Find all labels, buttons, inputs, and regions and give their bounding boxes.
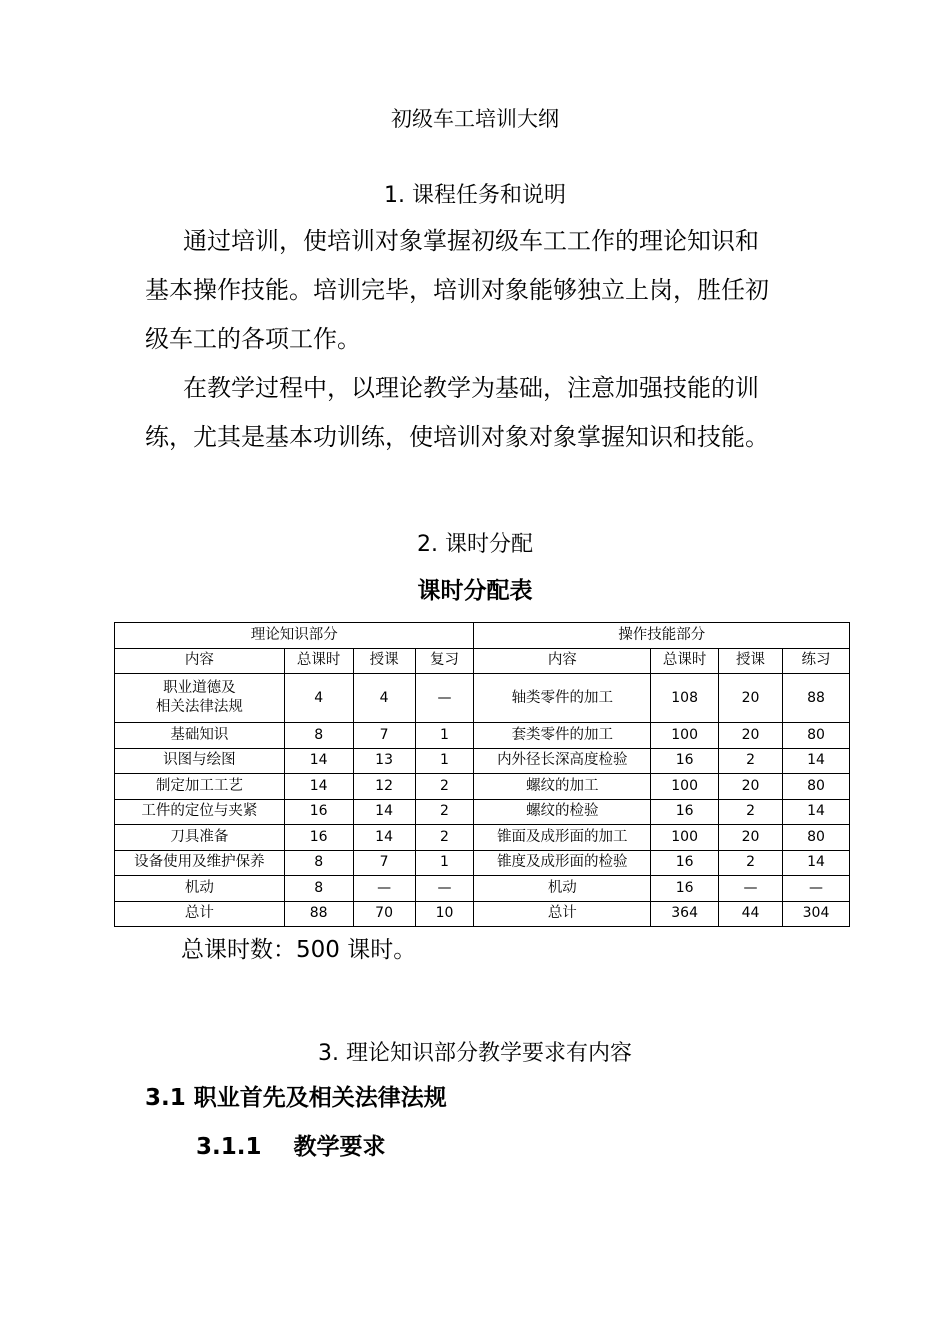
table-cell-p-total: 16 xyxy=(651,799,719,825)
class-hours-table xyxy=(114,622,850,927)
subsection-3-1-heading: 3.1 职业首先及相关法律法规 xyxy=(145,1085,447,1111)
table-row xyxy=(115,901,850,927)
table-cell-t-total: 14 xyxy=(284,774,353,800)
table-cell-p-content: 套类零件的加工 xyxy=(474,723,651,749)
group-practice-header: 操作技能部分 xyxy=(474,623,850,649)
group-theory-header: 理论知识部分 xyxy=(115,623,474,649)
section1-heading: 1. 课程任务和说明 xyxy=(384,183,566,208)
table-cell-p-lecture: 2 xyxy=(719,799,783,825)
table-cell-p-content: 锥面及成形面的加工 xyxy=(474,825,651,851)
table-cell-p-content: 内外径长深高度检验 xyxy=(474,748,651,774)
col-header-practice-practice: 练习 xyxy=(783,648,850,674)
table-cell-p-practice: 88 xyxy=(783,674,850,723)
table-cell-t-total: 8 xyxy=(284,876,353,902)
para2-line2: 练，尤其是基本功训练，使培训对象对象掌握知识和技能。 xyxy=(145,423,769,451)
table-cell-p-total: 100 xyxy=(651,723,719,749)
table-cell-p-lecture: 2 xyxy=(719,748,783,774)
table-cell-t-lecture: — xyxy=(353,876,415,902)
table-cell-t-review: — xyxy=(415,674,474,723)
table-cell-p-practice: 14 xyxy=(783,799,850,825)
table-column-header-row xyxy=(115,648,850,674)
table-cell-p-content: 锥度及成形面的检验 xyxy=(474,850,651,876)
table-cell-p-practice: — xyxy=(783,876,850,902)
table-cell-t-total: 16 xyxy=(284,799,353,825)
table-cell-p-lecture: 20 xyxy=(719,723,783,749)
table-row xyxy=(115,748,850,774)
table-cell-t-content: 职业道德及 相关法律法规 xyxy=(115,674,285,723)
table-cell-t-total: 8 xyxy=(284,850,353,876)
table-cell-t-total: 16 xyxy=(284,825,353,851)
col-header-theory-total: 总课时 xyxy=(284,648,353,674)
table-cell-t-lecture: 7 xyxy=(353,850,415,876)
col-header-theory-review: 复习 xyxy=(415,648,474,674)
table-cell-t-lecture: 70 xyxy=(353,901,415,927)
table-cell-t-lecture: 14 xyxy=(353,825,415,851)
table-cell-p-content: 总计 xyxy=(474,901,651,927)
col-header-theory-content: 内容 xyxy=(115,648,285,674)
table-cell-p-lecture: 20 xyxy=(719,674,783,723)
table-row xyxy=(115,774,850,800)
table-cell-t-content: 工件的定位与夹紧 xyxy=(115,799,285,825)
para1-line3: 级车工的各项工作。 xyxy=(145,325,361,353)
table-cell-p-total: 16 xyxy=(651,876,719,902)
table-cell-p-total: 100 xyxy=(651,774,719,800)
subsection-title: 教学要求 xyxy=(293,1134,386,1160)
para1-line1: 通过培训，使培训对象掌握初级车工工作的理论知识和 xyxy=(183,227,759,255)
table-cell-t-review: 1 xyxy=(415,850,474,876)
section2-heading: 2. 课时分配 xyxy=(417,532,533,557)
table-cell-p-content: 螺纹的检验 xyxy=(474,799,651,825)
table-cell-t-content: 制定加工工艺 xyxy=(115,774,285,800)
table-cell-p-practice: 14 xyxy=(783,748,850,774)
table-cell-p-content: 机动 xyxy=(474,876,651,902)
section1-paragraph2 xyxy=(145,364,815,462)
table-cell-t-content: 机动 xyxy=(115,876,285,902)
table-cell-p-practice: 80 xyxy=(783,723,850,749)
table-cell-t-review: 2 xyxy=(415,799,474,825)
table-cell-p-total: 16 xyxy=(651,850,719,876)
table-cell-t-lecture: 12 xyxy=(353,774,415,800)
table-cell-p-lecture: 2 xyxy=(719,850,783,876)
table-cell-p-lecture: — xyxy=(719,876,783,902)
table-cell-t-content: 总计 xyxy=(115,901,285,927)
table-cell-p-content: 轴类零件的加工 xyxy=(474,674,651,723)
table-cell-t-content: 基础知识 xyxy=(115,723,285,749)
total-hours-line: 总课时数：500 课时。 xyxy=(181,937,417,963)
col-header-practice-lecture: 授课 xyxy=(719,648,783,674)
table-cell-p-practice: 14 xyxy=(783,850,850,876)
para1-line2: 基本操作技能。培训完毕，培训对象能够独立上岗，胜任初 xyxy=(145,276,769,304)
table-cell-t-content: 刀具准备 xyxy=(115,825,285,851)
section3-heading: 3. 理论知识部分教学要求有内容 xyxy=(318,1041,632,1066)
table-cell-t-review: 2 xyxy=(415,825,474,851)
col-header-practice-content: 内容 xyxy=(474,648,651,674)
table-cell-t-content: 识图与绘图 xyxy=(115,748,285,774)
table-cell-t-lecture: 13 xyxy=(353,748,415,774)
table-cell-t-review: 10 xyxy=(415,901,474,927)
table-cell-p-practice: 80 xyxy=(783,825,850,851)
para2-line1: 在教学过程中，以理论教学为基础，注意加强技能的训 xyxy=(183,374,759,402)
table-cell-t-total: 14 xyxy=(284,748,353,774)
table-cell-p-total: 108 xyxy=(651,674,719,723)
table-row xyxy=(115,674,850,723)
table-cell-p-practice: 304 xyxy=(783,901,850,927)
table-cell-t-review: 1 xyxy=(415,723,474,749)
table-cell-t-lecture: 4 xyxy=(353,674,415,723)
subsection-number: 3.1.1 xyxy=(196,1134,262,1160)
col-header-practice-total: 总课时 xyxy=(651,648,719,674)
table-cell-p-practice: 80 xyxy=(783,774,850,800)
table-caption: 课时分配表 xyxy=(417,578,533,604)
table-row xyxy=(115,799,850,825)
table-group-header-row xyxy=(115,623,850,649)
table-cell-p-content: 螺纹的加工 xyxy=(474,774,651,800)
table-cell-p-total: 100 xyxy=(651,825,719,851)
document-title: 初级车工培训大纲 xyxy=(391,107,559,131)
table-cell-t-lecture: 7 xyxy=(353,723,415,749)
table-row xyxy=(115,723,850,749)
table-cell-t-total: 4 xyxy=(284,674,353,723)
table-cell-t-content: 设备使用及维护保养 xyxy=(115,850,285,876)
subsection-3-1-1-heading xyxy=(196,1128,386,1161)
col-header-theory-lecture: 授课 xyxy=(353,648,415,674)
table-cell-p-lecture: 20 xyxy=(719,774,783,800)
table-cell-t-lecture: 14 xyxy=(353,799,415,825)
section1-paragraph1 xyxy=(145,217,815,364)
table-cell-t-review: 1 xyxy=(415,748,474,774)
table-cell-t-total: 88 xyxy=(284,901,353,927)
table-row xyxy=(115,825,850,851)
table-cell-t-total: 8 xyxy=(284,723,353,749)
table-row xyxy=(115,850,850,876)
table-row xyxy=(115,876,850,902)
table-cell-p-total: 364 xyxy=(651,901,719,927)
table-cell-p-lecture: 44 xyxy=(719,901,783,927)
table-cell-p-lecture: 20 xyxy=(719,825,783,851)
table-cell-p-total: 16 xyxy=(651,748,719,774)
table-cell-t-review: — xyxy=(415,876,474,902)
table-cell-t-review: 2 xyxy=(415,774,474,800)
